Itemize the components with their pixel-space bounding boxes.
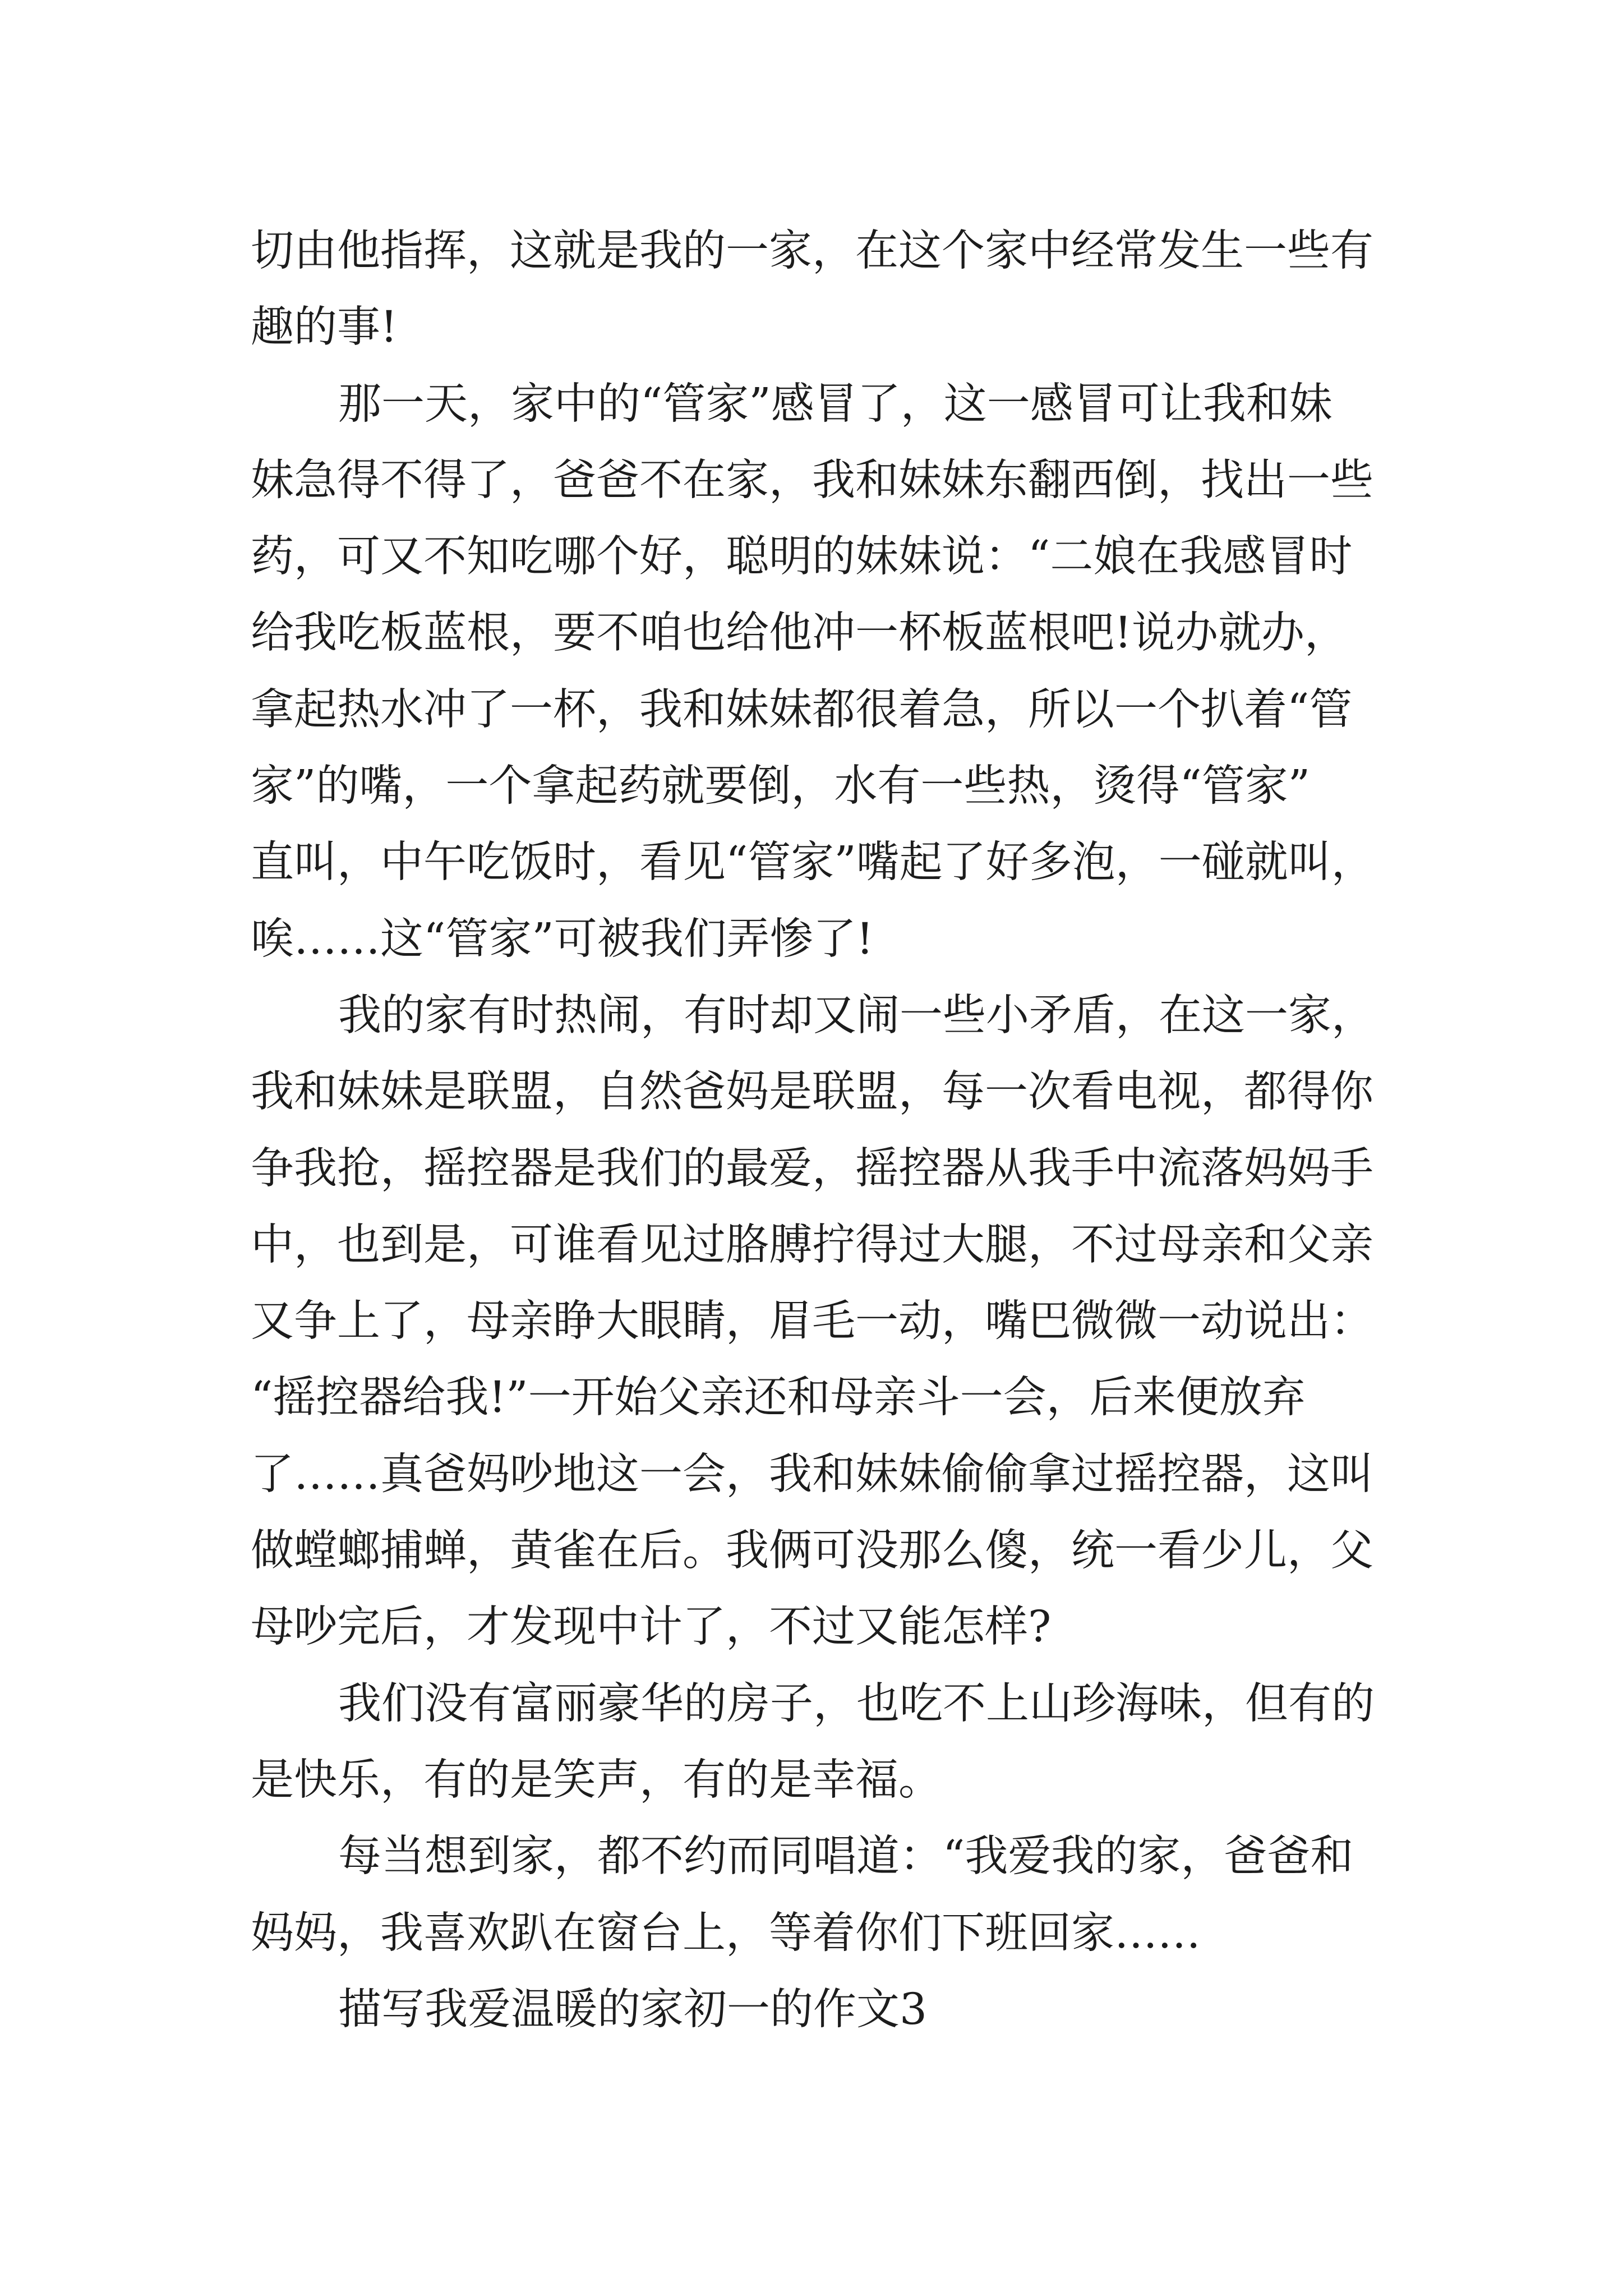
text-line: 母吵完后，才发现中计了，不过又能怎样? <box>251 1602 1052 1653</box>
text-line: 中，也到是，可谁看见过胳膊拧得过大腿，不过母亲和父亲 <box>251 1220 1373 1270</box>
text-line: 我和妹妹是联盟，自然爸妈是联盟，每一次看电视，都得你 <box>251 1067 1373 1117</box>
text-line: 又争上了，母亲睁大眼睛，眉毛一动，嘴巴微微一动说出： <box>251 1296 1373 1347</box>
text-line: 我们没有富丽豪华的房子，也吃不上山珍海味，但有的 <box>338 1678 1375 1729</box>
text-line: 切由他指挥，这就是我的一家，在这个家中经常发生一些有 <box>251 226 1373 276</box>
paragraph-happiness <box>251 1666 1428 1819</box>
text-line: 拿起热水冲了一杯，我和妹妹都很着急，所以一个扒着“管 <box>251 684 1353 735</box>
text-line: 药，可又不知吃哪个好，聪明的妹妹说：“二娘在我感冒时 <box>251 532 1353 582</box>
paragraph-remote-control <box>251 978 1428 1666</box>
text-line: 做螳螂捕蝉，黄雀在后。我俩可没那么傻，统一看少儿，父 <box>251 1526 1373 1576</box>
text-line: 那一天，家中的“管家”感冒了，这一感冒可让我和妹 <box>338 379 1332 429</box>
paragraph-continuation <box>251 213 1428 366</box>
text-line: 妹急得不得了，爸爸不在家，我和妹妹东翻西倒，找出一些 <box>251 455 1373 505</box>
text-line: 我的家有时热闹，有时却又闹一些小矛盾，在这一家， <box>338 990 1375 1041</box>
text-line: 争我抢，摇控器是我们的最爱，摇控器从我手中流落妈妈手 <box>251 1143 1373 1194</box>
text-line: 家”的嘴，一个拿起药就要倒，水有一些热，烫得“管家” <box>251 761 1311 812</box>
essay-title: 描写我爱温暖的家初一的作文3 <box>338 1984 927 2035</box>
text-line: 给我吃板蓝根，要不咱也给他冲一杯板蓝根吧!说办就办， <box>251 608 1348 659</box>
body-text <box>251 213 1428 2048</box>
paragraph-song <box>251 1819 1428 1972</box>
text-line: 直叫，中午吃饭时，看见“管家”嘴起了好多泡，一碰就叫， <box>251 838 1375 888</box>
section-heading <box>251 1972 1428 2048</box>
paragraph-butler-cold <box>251 366 1428 978</box>
text-line: 趣的事! <box>251 302 398 353</box>
text-line: 是快乐，有的是笑声，有的是幸福。 <box>251 1755 942 1805</box>
text-line: “摇控器给我!”一开始父亲还和母亲斗一会，后来便放弃 <box>251 1373 1306 1423</box>
text-line: 妈妈，我喜欢趴在窗台上，等着你们下班回家…… <box>251 1908 1201 1958</box>
text-line: 了……真爸妈吵地这一会，我和妹妹偷偷拿过摇控器，这叫 <box>251 1449 1373 1499</box>
text-line: 唉……这“管家”可被我们弄惨了! <box>251 914 874 964</box>
text-line: 每当想到家，都不约而同唱道：“我爱我的家，爸爸和 <box>338 1832 1354 1882</box>
